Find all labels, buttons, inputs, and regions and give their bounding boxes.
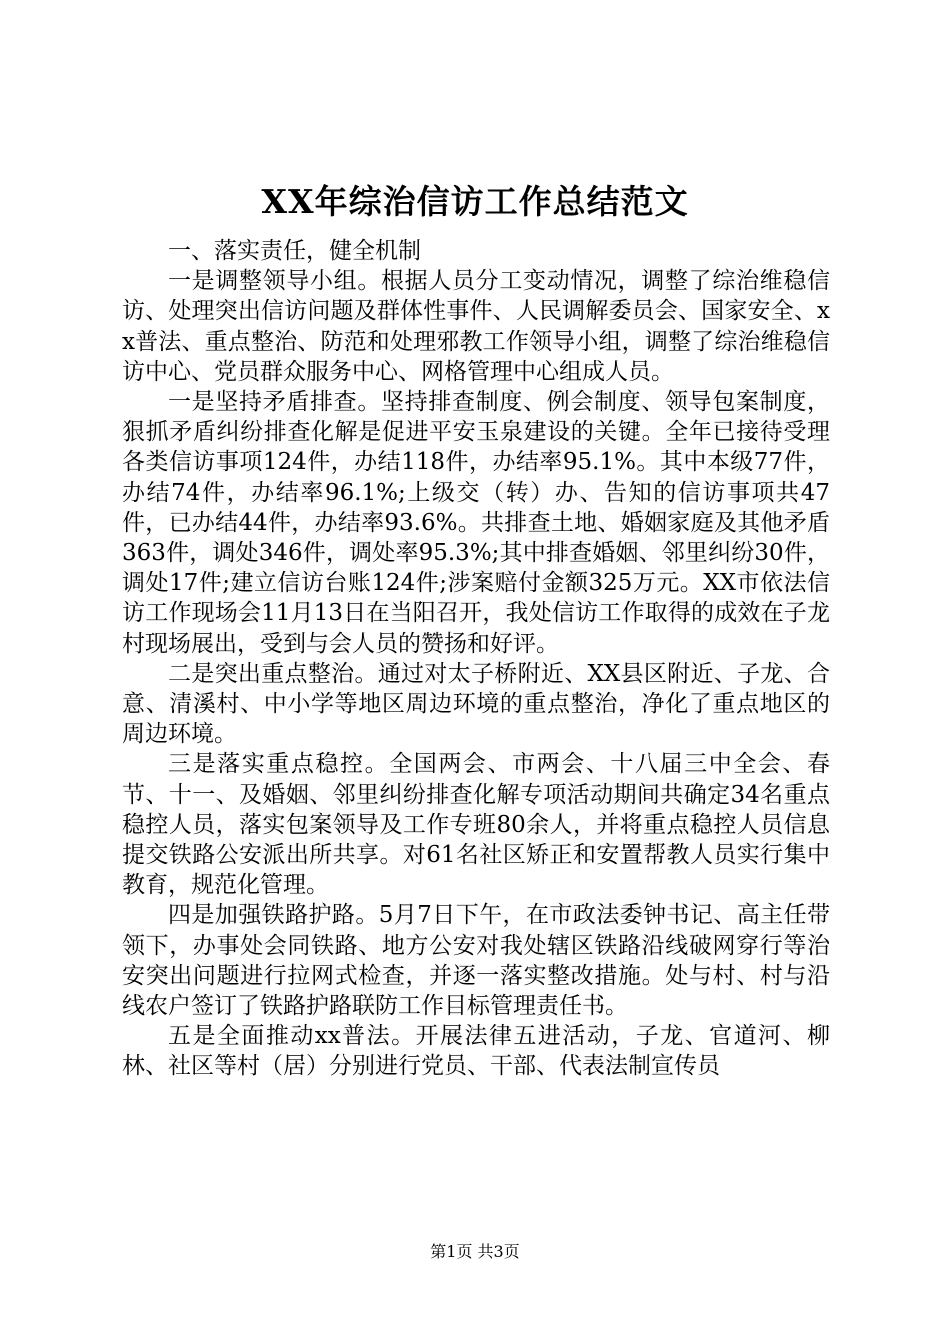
paragraph: 一是调整领导小组。根据人员分工变动情况，调整了综治维稳信访、处理突出信访问题及群体性事件、人民调解委员会、国家安全、xx普法、重点整治、防范和处理邪教工作领导小组，调整了综治维稳信访中心、党员群众服务中心、网格管理中心组成人员。 xyxy=(122,268,830,385)
section-heading: 一、落实责任，健全机制 xyxy=(168,238,421,264)
paragraph: 四是加强铁路护路。5月7日下午，在市政法委钟书记、高主任带领下，办事处会同铁路、地方公安对我处辖区铁路沿线破网穿行等治安突出问题进行拉网式检查，并逐一落实整改措施。处与村、村与沿线农户签订了铁路护路联防工作目标管理责任书。 xyxy=(122,902,830,1020)
paragraph: 二是突出重点整治。通过对太子桥附近、XX县区附近、子龙、合意、清溪村、中小学等地区周边环境的重点整治，净化了重点地区的周边环境。 xyxy=(122,660,830,748)
document-title: XX年综治信访工作总结范文 xyxy=(261,182,689,221)
paragraph: 三是落实重点稳控。全国两会、市两会、十八届三中全会、春节、十一、及婚姻、邻里纠纷排查化解专项活动期间共确定34名重点稳控人员，落实包案领导及工作专班80余人，并将重点稳控人员信息提交铁路公安派出所共享。对61名社区矫正和安置帮教人员实行集中教育，规范化管理。 xyxy=(122,751,830,899)
page-footer: 第1页 共3页 xyxy=(430,1242,520,1261)
paragraph: 五是全面推动xx普法。开展法律五进活动，子龙、官道河、柳林、社区等村（居）分别进行党员、干部、代表法制宣传员 xyxy=(122,1023,830,1080)
paragraph: 一是坚持矛盾排查。坚持排查制度、例会制度、领导包案制度，狠抓矛盾纠纷排查化解是促进平安玉泉建设的关键。全年已接待受理各类信访事项124件，办结118件，办结率95.1%。其中本级77件，办结74件，办结率96.1%;上级交（转）办、告知的信访事项共47件，已办结44件，办结率93.6%。共排查土地、婚姻家庭及其他矛盾363件，调处346件，调处率95.3%;其中排查婚姻、邻里纠纷30件，调处17件;建立信访台账124件;涉案赔付金额325万元。XX市依法信访工作现场会11月13日在当阳召开，我处信访工作取得的成效在子龙村现场展出，受到与会人员的赞扬和好评。 xyxy=(122,389,830,657)
document-body xyxy=(122,236,830,1082)
